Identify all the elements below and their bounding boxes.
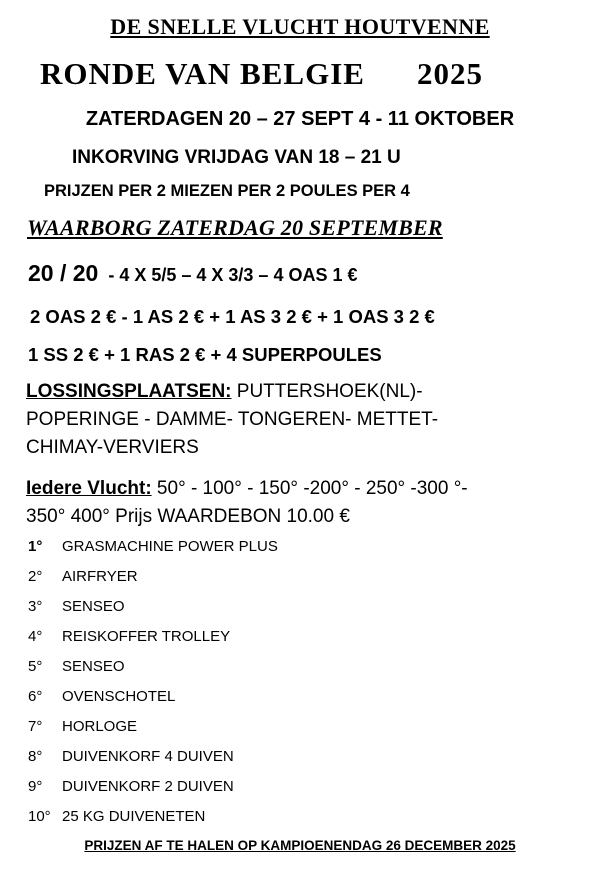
prize-name: OVENSCHOTEL	[62, 688, 176, 705]
stake-formula-rest: - 4 X 5/5 – 4 X 3/3 – 4 OAS 1 €	[108, 265, 358, 285]
release-locations-line3: CHIMAY-VERVIERS	[26, 437, 199, 458]
prize-split: PRIJZEN PER 2 MIEZEN PER 2 POULES PER 4	[44, 182, 410, 200]
prize-rank: 10°	[28, 808, 51, 825]
stake-formula	[28, 260, 358, 287]
prize-rank: 7°	[28, 718, 43, 735]
prize-name: 25 KG DUIVENETEN	[62, 808, 206, 825]
prize-rank: 6°	[28, 688, 43, 705]
prize-name: DUIVENKORF 2 DUIVEN	[62, 778, 234, 795]
prize-item	[28, 686, 278, 716]
prize-name: DUIVENKORF 4 DUIVEN	[62, 748, 234, 765]
prize-item	[28, 626, 278, 656]
event-year: 2025	[416, 56, 483, 91]
prize-item	[28, 536, 278, 566]
release-locations-label: LOSSINGSPLAATSEN:	[26, 381, 232, 402]
prize-item	[28, 746, 278, 776]
prize-item	[28, 566, 278, 596]
prize-item	[28, 656, 278, 686]
ss-stakes: 1 SS 2 € + 1 RAS 2 € + 4 SUPERPOULES	[28, 344, 382, 365]
per-flight-line1: 50° - 100° - 150° -200° - 250° -300 °-	[151, 478, 468, 499]
prize-rank: 1°	[28, 538, 43, 555]
prize-item	[28, 806, 278, 836]
club-name: DE SNELLE VLUCHT HOUTVENNE	[110, 14, 490, 39]
pickup-notice: PRIJZEN AF TE HALEN OP KAMPIOENENDAG 26 DECEMBER 2025	[84, 838, 516, 853]
per-flight-label: Iedere Vlucht:	[26, 478, 152, 499]
prize-rank: 5°	[28, 658, 43, 675]
prize-name: REISKOFFER TROLLEY	[62, 628, 231, 645]
release-locations-line2: POPERINGE - DAMME- TONGEREN- METTET-	[26, 409, 439, 430]
prize-name: AIRFRYER	[62, 568, 138, 585]
prize-item	[28, 776, 278, 806]
stake-formula-main: 20 / 20	[28, 260, 99, 286]
per-flight-prizes	[26, 475, 586, 531]
prize-list	[28, 536, 278, 836]
prize-name: HORLOGE	[62, 718, 138, 735]
prize-name: SENSEO	[62, 658, 125, 675]
per-flight-line2: 350° 400° Prijs WAARDEBON 10.00 €	[26, 506, 350, 527]
basketing-time: INKORVING VRIJDAG VAN 18 – 21 U	[72, 147, 401, 168]
release-locations-line1: PUTTERSHOEK(NL)-	[231, 381, 423, 402]
race-dates: ZATERDAGEN 20 – 27 SEPT 4 - 11 OKTOBER	[85, 108, 515, 130]
release-locations	[26, 378, 586, 462]
oas-stakes: 2 OAS 2 € - 1 AS 2 € + 1 AS 3 2 € + 1 OAS 3 2 €	[30, 306, 435, 327]
event-title	[40, 56, 483, 92]
prize-item	[28, 716, 278, 746]
prize-rank: 8°	[28, 748, 43, 765]
guarantee-date: WAARBORG ZATERDAG 20 SEPTEMBER	[27, 215, 443, 240]
prize-rank: 3°	[28, 598, 43, 615]
prize-rank: 9°	[28, 778, 43, 795]
prize-item	[28, 596, 278, 626]
event-title-text: RONDE VAN BELGIE	[40, 56, 365, 91]
prize-rank: 4°	[28, 628, 43, 645]
prize-name: SENSEO	[62, 598, 125, 615]
prize-rank: 2°	[28, 568, 43, 585]
prize-name: GRASMACHINE POWER PLUS	[62, 538, 278, 555]
